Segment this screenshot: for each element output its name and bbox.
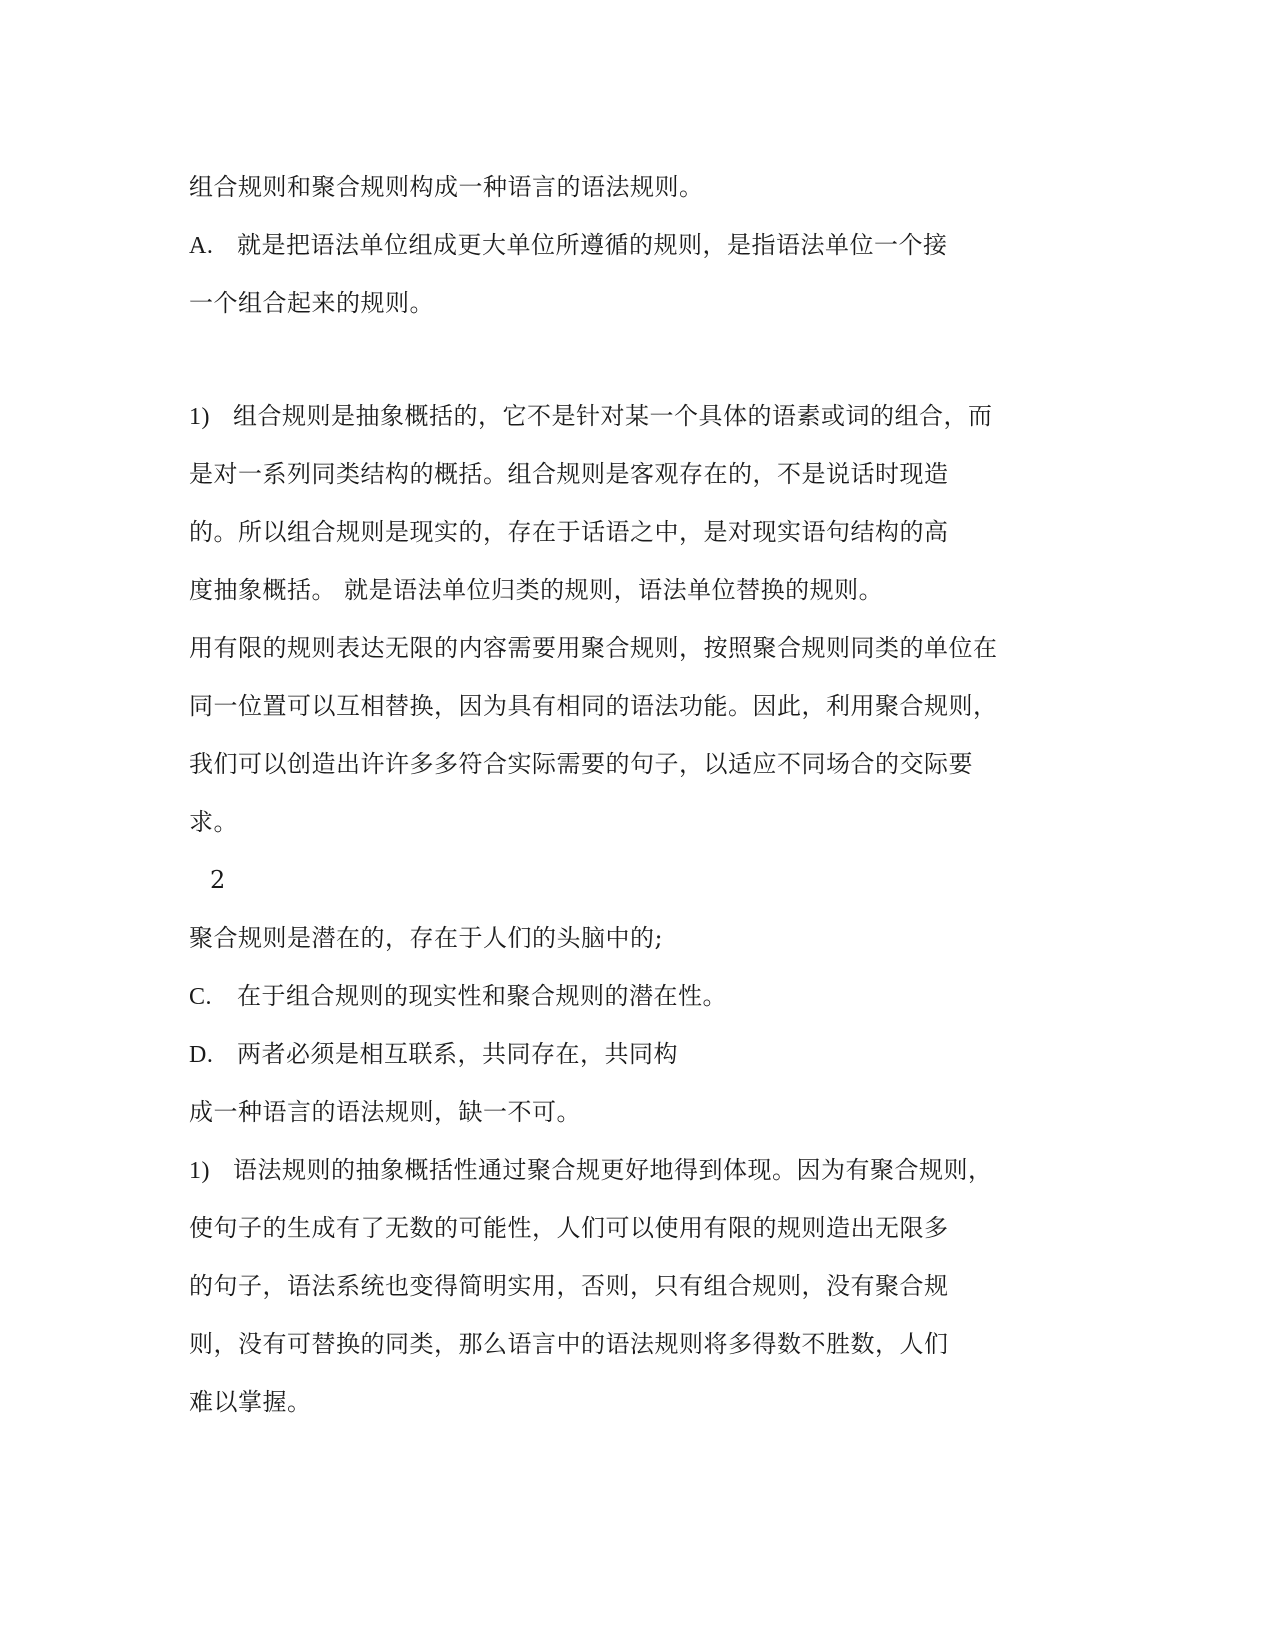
list-marker: 1) bbox=[189, 404, 210, 430]
list-marker: A. bbox=[189, 233, 214, 259]
line-text: 同一位置可以互相替换，因为具有相同的语法功能。因此，利用聚合规则， bbox=[189, 692, 998, 720]
line-text: 用有限的规则表达无限的内容需要用聚合规则，按照聚合规则同类的单位在 bbox=[189, 634, 998, 662]
line-text: 组合规则是抽象概括的，它不是针对某一个具体的语素或词的组合，而 bbox=[233, 402, 993, 430]
text-line bbox=[189, 172, 704, 202]
line-text: 使句子的生成有了无数的可能性，人们可以使用有限的规则造出无限多 bbox=[189, 1214, 949, 1242]
text-line bbox=[189, 923, 663, 953]
list-item-1 bbox=[189, 1155, 993, 1186]
list-marker: C. bbox=[189, 984, 213, 1010]
text-line bbox=[189, 1097, 581, 1127]
text-line bbox=[189, 1329, 949, 1359]
line-text: 求。 bbox=[189, 808, 238, 836]
text-line bbox=[189, 1271, 949, 1301]
line-text: 的。所以组合规则是现实的，存在于话语之中，是对现实语句结构的高 bbox=[189, 518, 949, 546]
text-line bbox=[189, 459, 949, 489]
line-text: 聚合规则是潜在的，存在于人们的头脑中的; bbox=[189, 924, 664, 952]
line-text: 在于组合规则的现实性和聚合规则的潜在性。 bbox=[237, 982, 727, 1010]
line-text: 语法规则的抽象概括性通过聚合规更好地得到体现。因为有聚合规则， bbox=[233, 1156, 993, 1184]
text-line bbox=[189, 288, 434, 318]
text-line bbox=[189, 633, 998, 663]
text-line bbox=[189, 1213, 949, 1243]
line-text: 的句子，语法系统也变得简明实用，否则，只有组合规则，没有聚合规 bbox=[189, 1272, 949, 1300]
list-item-1 bbox=[189, 401, 993, 432]
list-item-a bbox=[189, 230, 948, 261]
text-line bbox=[189, 807, 238, 837]
list-item-d bbox=[189, 1039, 678, 1070]
text-line bbox=[189, 749, 973, 779]
text-line bbox=[189, 691, 998, 721]
line-text: 组合规则和聚合规则构成一种语言的语法规则。 bbox=[189, 173, 704, 201]
list-marker: 1) bbox=[189, 1158, 210, 1184]
line-text: 度抽象概括。 就是语法单位归类的规则，语法单位替换的规则。 bbox=[189, 576, 884, 604]
line-text: 难以掌握。 bbox=[189, 1388, 312, 1416]
line-text: 则，没有可替换的同类，那么语言中的语法规则将多得数不胜数，人们 bbox=[189, 1330, 949, 1358]
line-text: 就是把语法单位组成更大单位所遵循的规则，是指语法单位一个接 bbox=[237, 231, 948, 259]
line-text: 两者必须是相互联系，共同存在，共同构 bbox=[237, 1040, 678, 1068]
line-text: 一个组合起来的规则。 bbox=[189, 289, 434, 317]
text-line bbox=[189, 517, 949, 547]
list-number bbox=[210, 865, 226, 895]
text-line bbox=[189, 1387, 312, 1417]
line-text: 是对一系列同类结构的概括。组合规则是客观存在的，不是说话时现造 bbox=[189, 460, 949, 488]
text-line bbox=[189, 575, 883, 605]
list-item-c bbox=[189, 981, 727, 1012]
line-text: 我们可以创造出许许多多符合实际需要的句子，以适应不同场合的交际要 bbox=[189, 750, 973, 778]
line-text: 成一种语言的语法规则，缺一不可。 bbox=[189, 1098, 581, 1126]
line-text: 2 bbox=[210, 866, 226, 894]
list-marker: D. bbox=[189, 1042, 214, 1068]
